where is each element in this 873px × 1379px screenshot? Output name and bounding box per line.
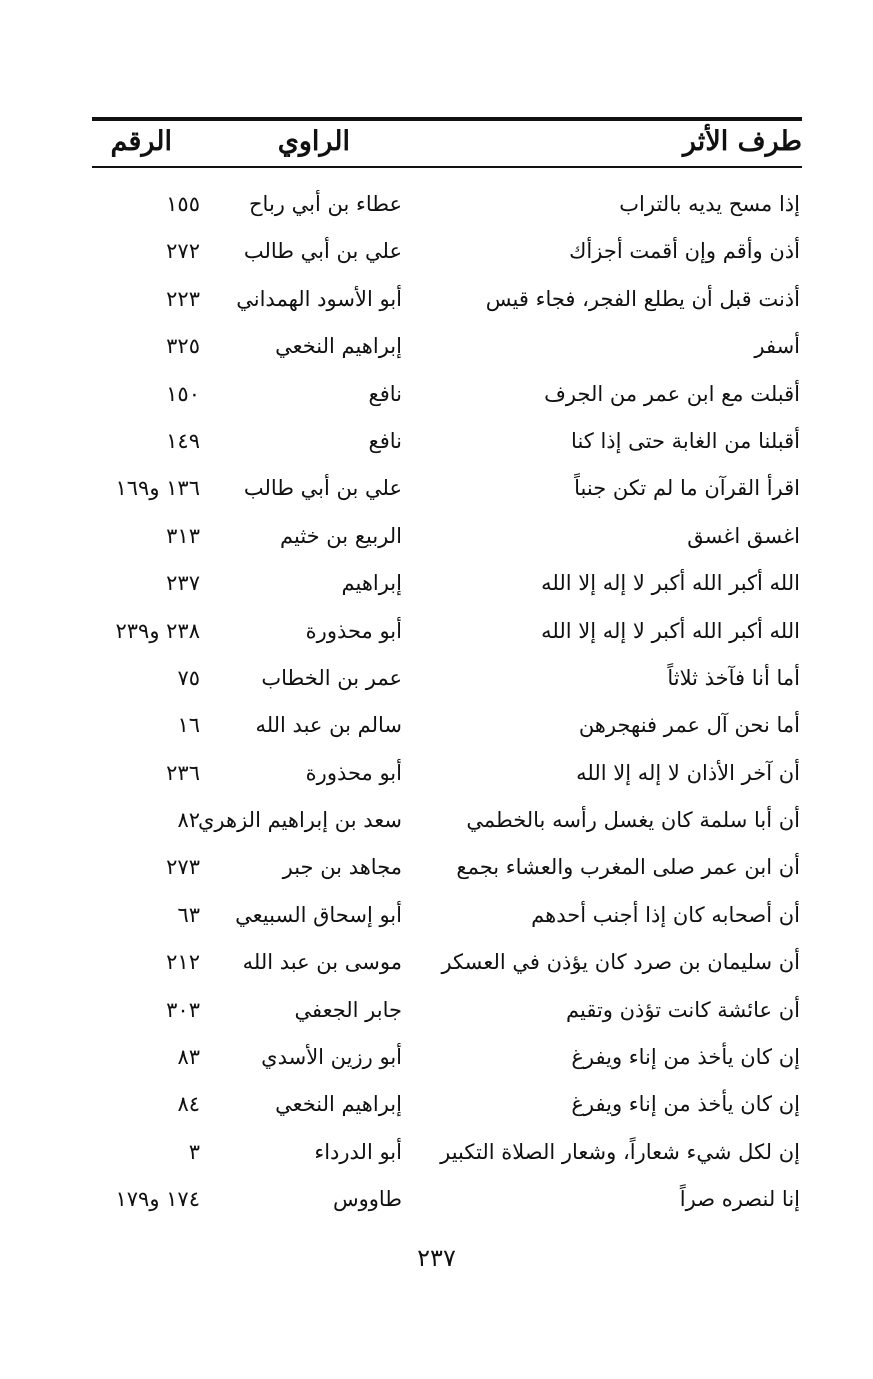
table-row	[92, 1036, 802, 1083]
athar-cell: أذن وأقم وإن أقمت أجزأك	[569, 239, 800, 264]
rawi-cell: أبو محذورة	[305, 760, 402, 785]
column-header-rawi: الراوي	[277, 126, 350, 157]
index-table	[92, 183, 802, 1226]
table-row	[92, 420, 802, 467]
table-row	[92, 1083, 802, 1130]
athar-cell: أقبلت مع ابن عمر من الجرف	[544, 381, 800, 406]
page-number: ٢٣٧	[417, 1244, 456, 1272]
table-row	[92, 752, 802, 799]
header-bottom-rule	[92, 166, 802, 168]
rawi-cell: أبو محذورة	[305, 618, 402, 643]
table-row	[92, 610, 802, 657]
table-row	[92, 657, 802, 704]
rawi-cell: مجاهد بن جبر	[282, 855, 402, 880]
table-row	[92, 562, 802, 609]
raqm-cell: ٣	[188, 1139, 200, 1164]
athar-cell: إن كان يأخذ من إناء ويفرغ	[571, 1092, 800, 1117]
raqm-cell: ١٣٦ و١٦٩	[115, 476, 200, 501]
rawi-cell: أبو إسحاق السبيعي	[235, 902, 402, 927]
rawi-cell: إبراهيم النخعي	[275, 1092, 402, 1117]
raqm-cell: ٧٥	[177, 665, 200, 690]
athar-cell: أقبلنا من الغابة حتى إذا كنا	[571, 428, 800, 453]
rawi-cell: علي بن أبي طالب	[243, 476, 402, 501]
rawi-cell: عمر بن الخطاب	[261, 665, 402, 690]
athar-cell: أذنت قبل أن يطلع الفجر، فجاء قيس	[485, 286, 800, 311]
raqm-cell: ٨٤	[177, 1092, 200, 1117]
raqm-cell: ٢١٢	[166, 950, 200, 975]
raqm-cell: ٣١٣	[166, 523, 200, 548]
raqm-cell: ٣٠٣	[166, 997, 200, 1022]
column-header-raqm: الرقم	[110, 126, 172, 157]
raqm-cell: ٨٢	[177, 808, 200, 833]
athar-cell: الله أكبر الله أكبر لا إله إلا الله	[541, 618, 800, 643]
athar-cell: إن كان يأخذ من إناء ويفرغ	[571, 1045, 800, 1070]
column-header-athar: طرف الأثر	[682, 126, 802, 157]
raqm-cell: ٦٣	[177, 902, 200, 927]
table-row	[92, 894, 802, 941]
rawi-cell: أبو رزين الأسدي	[261, 1045, 402, 1070]
athar-cell: أن عائشة كانت تؤذن وتقيم	[566, 997, 800, 1022]
table-row	[92, 704, 802, 751]
raqm-cell: ٢٣٧	[166, 571, 200, 596]
rawi-cell: سعد بن إبراهيم الزهري	[197, 808, 402, 833]
athar-cell: أن ابن عمر صلى المغرب والعشاء بجمع	[456, 855, 800, 880]
athar-cell: إنا لنصره صراً	[679, 1187, 800, 1212]
athar-cell: أما أنا فآخذ ثلاثاً	[667, 665, 800, 690]
rawi-cell: إبراهيم النخعي	[275, 334, 402, 359]
table-header	[92, 124, 802, 164]
rawi-cell: جابر الجعفي	[294, 997, 402, 1022]
table-row	[92, 183, 802, 230]
rawi-cell: سالم بن عبد الله	[255, 713, 402, 738]
athar-cell: الله أكبر الله أكبر لا إله إلا الله	[541, 571, 800, 596]
athar-cell: أما نحن آل عمر فنهجرهن	[578, 713, 800, 738]
athar-cell: أن آخر الأذان لا إله إلا الله	[576, 760, 800, 785]
rawi-cell: طاووس	[332, 1187, 402, 1212]
rawi-cell: عطاء بن أبي رباح	[248, 192, 402, 216]
table-row	[92, 1131, 802, 1178]
rawi-cell: موسى بن عبد الله	[242, 950, 402, 975]
raqm-cell: ١٤٩	[166, 428, 200, 453]
rawi-cell: نافع	[368, 381, 402, 406]
table-row	[92, 941, 802, 988]
rawi-cell: أبو الدرداء	[314, 1139, 402, 1164]
table-row	[92, 515, 802, 562]
raqm-cell: ١٥٥	[166, 192, 200, 216]
table-row	[92, 278, 802, 325]
athar-cell: أن أصحابه كان إذا أجنب أحدهم	[531, 902, 800, 927]
rawi-cell: إبراهيم	[341, 571, 402, 596]
athar-cell: اغسق اغسق	[687, 523, 800, 548]
table-row	[92, 1178, 802, 1225]
table-row	[92, 230, 802, 277]
raqm-cell: ٢٣٨ و٢٣٩	[115, 618, 200, 643]
table-row	[92, 799, 802, 846]
table-row	[92, 467, 802, 514]
rawi-cell: الربيع بن خثيم	[280, 523, 402, 548]
athar-cell: أسفر	[754, 334, 800, 359]
table-row	[92, 325, 802, 372]
rawi-cell: أبو الأسود الهمداني	[236, 286, 402, 311]
raqm-cell: ٣٢٥	[166, 334, 200, 359]
athar-cell: أن سليمان بن صرد كان يؤذن في العسكر	[441, 950, 800, 975]
raqm-cell: ١٧٤ و١٧٩	[115, 1187, 200, 1212]
athar-cell: اقرأ القرآن ما لم تكن جنباً	[574, 476, 800, 501]
raqm-cell: ٨٣	[177, 1045, 200, 1070]
athar-cell: إن لكل شيء شعاراً، وشعار الصلاة التكبير	[440, 1139, 800, 1164]
table-row	[92, 989, 802, 1036]
athar-cell: إذا مسح يديه بالتراب	[619, 192, 800, 216]
athar-cell: أن أبا سلمة كان يغسل رأسه بالخطمي	[466, 808, 800, 833]
raqm-cell: ٢٢٣	[166, 286, 200, 311]
rawi-cell: نافع	[368, 428, 402, 453]
raqm-cell: ٢٣٦	[166, 760, 200, 785]
raqm-cell: ١٦	[177, 713, 200, 738]
header-top-rule	[92, 117, 802, 121]
raqm-cell: ٢٧٣	[166, 855, 200, 880]
raqm-cell: ١٥٠	[166, 381, 200, 406]
table-row	[92, 373, 802, 420]
raqm-cell: ٢٧٢	[166, 239, 200, 264]
table-row	[92, 846, 802, 893]
rawi-cell: علي بن أبي طالب	[243, 239, 402, 264]
